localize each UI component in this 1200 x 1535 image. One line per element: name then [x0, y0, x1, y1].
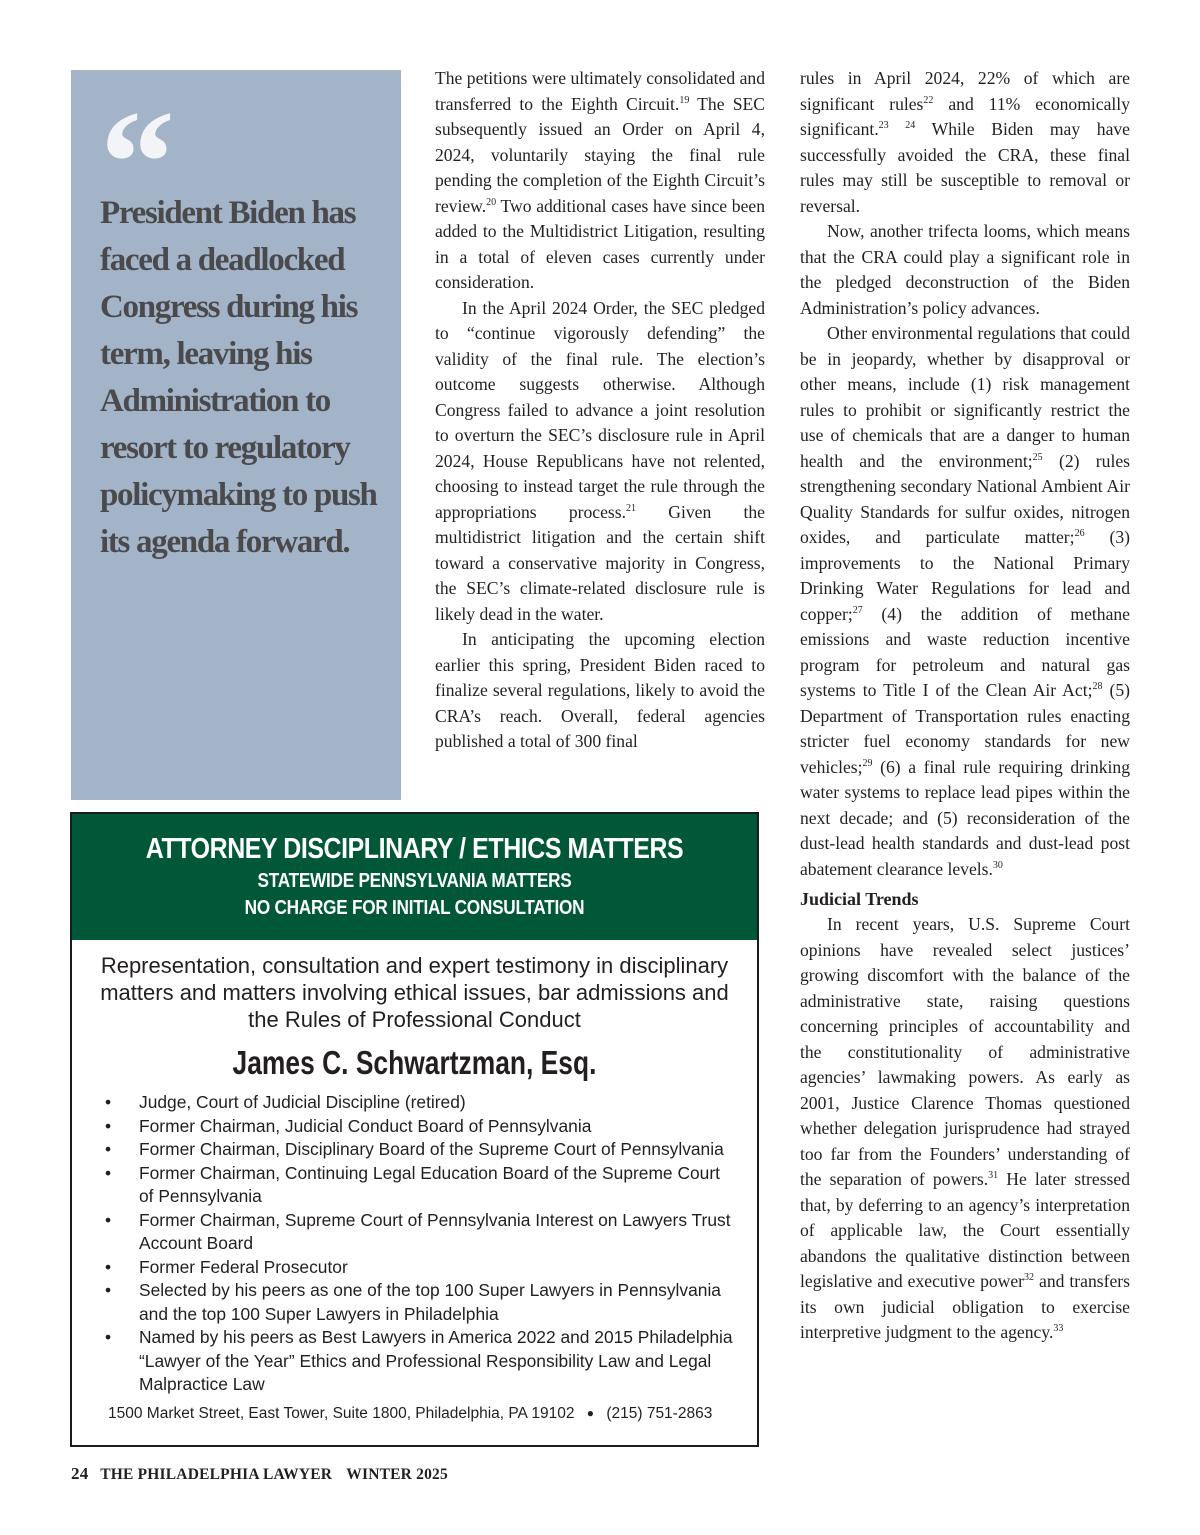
article-column-1 — [435, 66, 765, 755]
footnote-ref: 30 — [992, 859, 1003, 871]
ad-contact — [108, 1405, 712, 1423]
footnote-ref: 20 — [486, 196, 497, 208]
footnote-ref: 27 — [852, 604, 863, 616]
footnote-ref: 26 — [1074, 528, 1085, 539]
paragraph: Other environmental regulations that could be in jeopardy, whether by disapproval or other means, include (1) risk management rules to prohibit or significantly restrict the use of chemicals that are a danger to human health and the environment;$^{25}$ (2) rules strengthening secondary National Ambient Air Quality Standards for sulfur oxides, nitrogen oxides, and particulate matter;$^{26}$ (3) improvements to the National Primary Drinking Water Regulations for lead and copper;$^{27}$ (4) the addition of methane emissions and waste reduction incentive program for petroleum and natural gas systems to Title I of the Clean Air Act;$^{28}$ (5) Department of Transportation rules enacting stricter fuel economy standards for new vehicles;$^{29}$ (6) a final rule requiring drinking water systems to replace lead pipes within the next decade; and (5) reconsideration of the dust-lead health standards and dust-lead post abatement clearance levels.$^{30}$ — [800, 323, 1131, 879]
separator-dot-icon: ● — [586, 1406, 595, 1420]
ad-subtitle: STATEWIDE PENNSYLVANIA MATTERS — [257, 870, 572, 892]
bullet-icon: • — [105, 1280, 112, 1300]
bullet-icon: • — [105, 1327, 112, 1347]
section-heading: Judicial Trends — [800, 889, 919, 909]
advertisement — [70, 812, 759, 1447]
publication-title: THE PHILADELPHIA LAWYER — [100, 1466, 333, 1483]
footnote-ref: 31 — [988, 1170, 999, 1181]
article-column-2 — [800, 66, 1130, 1346]
list-item: • Selected by his peers as one of the top 100 Super Lawyers in Pennsylvania and the top 100 Super Lawyers in Philadelphia — [105, 1280, 721, 1324]
paragraph: In anticipating the upcoming election earlier this spring, President Biden raced to finalize several regulations, likely to avoid the CRA’s reach. Overall, federal agencies published a total of 300 final — [435, 629, 765, 751]
ad-header — [72, 814, 757, 940]
pull-quote — [71, 70, 401, 800]
paragraph: In the April 2024 Order, the SEC pledged to “continue vigorously defending” the validity of the final rule. The election’s outcome suggests otherwise. Although Congress failed to advance a joint resolution to overturn the SEC’s disclosure rule in April 2024, House Republicans have not relented, choosing to instead target the rule through the appropriations process.$^{21}$ Given the multidistrict litigation and the certain shift toward a conservative majority in Congress, the SEC’s climate-related disclosure rule is likely dead in the water. — [435, 297, 765, 624]
list-item: • Former Chairman, Continuing Legal Education Board of the Supreme Court of Pennsylvania — [105, 1162, 720, 1206]
list-item: • Former Chairman, Supreme Court of Pennsylvania Interest on Lawyers Trust Account Board — [105, 1209, 731, 1253]
bullet-icon: • — [105, 1209, 112, 1230]
issue-date: WINTER 2025 — [346, 1466, 448, 1483]
footnote-ref: 29 — [862, 757, 873, 769]
pull-quote-text: President Biden has faced a deadlocked Congress during his term, leaving his Administration to resort to regulatory policymaking to push its agenda forward. — [100, 195, 377, 560]
quote-mark-icon: “ — [100, 80, 167, 246]
phone-number: (215) 751-2863 — [606, 1405, 713, 1422]
list-item: • Former Federal Prosecutor — [139, 1256, 737, 1280]
paragraph: In recent years, U.S. Supreme Court opinions have revealed select justices’ growing discomfort with the balance of the administrative state, raising questions concerning principles of accountability and the constitutionality of administrative agencies’ lawmaking powers. As early as 2001, Justice Clarence Thomas questioned whether delegation jurisprudence had strayed too far from the Founders’ understanding of the separation of powers.$^{31}$ He later stressed that, by deferring to an agency’s interpretation of applicable law, the Court essentially abandons the qualitative distinction between legislative and executive power$^{32}$ and transfers its own judicial obligation to exercise interpretive judgment to the agency.$^{33}$ — [800, 914, 1130, 1342]
footnote-ref: 21 — [626, 502, 637, 514]
list-item: • Former Chairman, Disciplinary Board of the Supreme Court of Pennsylvania — [139, 1138, 737, 1162]
attorney-name: James C. Schwartzman, Esq. — [232, 1044, 597, 1081]
page-number: 24 — [71, 1464, 89, 1483]
footnote-ref: 23 — [878, 120, 889, 131]
footnote-ref: 25 — [1032, 451, 1043, 463]
paragraph: The petitions were ultimately consolidated and transferred to the Eighth Circuit.$^{19}$ The SEC subsequently issued an Order on April 4, 2024, voluntarily staying the final rule pending the completion of the Eighth Circuit’s review.$^{20}$ Two additional cases have since been added to the Multidistrict Litigation, resulting in a total of eleven cases currently under consideration. — [435, 68, 765, 292]
footnote-ref: 22 — [923, 94, 934, 106]
ad-subtitle: NO CHARGE FOR INITIAL CONSULTATION — [244, 897, 585, 919]
footnote-ref: 24 — [905, 120, 916, 131]
address: 1500 Market Street, East Tower, Suite 1800, Philadelphia, PA 19102 — [108, 1405, 575, 1422]
page-footer — [71, 1464, 448, 1484]
footnote-ref: 28 — [1092, 681, 1103, 692]
footnote-ref: 32 — [1024, 1272, 1035, 1283]
list-item: • Judge, Court of Judicial Discipline (retired) — [139, 1091, 737, 1115]
bullet-icon: • — [105, 1162, 112, 1183]
paragraph: rules in April 2024, 22% of which are significant rules$^{22}$ and 11% economically significant.$^{23}$ $^{24}$ While Biden may have successfully avoided the CRA, these final rules may still be susceptible to removal or reversal. — [800, 68, 1130, 216]
list-item: • Named by his peers as Best Lawyers in America 2022 and 2015 Philadelphia “Lawyer of the Year” Ethics and Professional Responsibility Law and Legal Malpractice Law — [105, 1327, 733, 1394]
bullet-icon: • — [105, 1092, 112, 1112]
paragraph: Now, another trifecta looms, which means that the CRA could play a significant role in the pledged deconstruction of the Biden Administration’s policy advances. — [800, 221, 1130, 318]
bullet-icon: • — [105, 1115, 112, 1136]
footnote-ref: 33 — [1053, 1323, 1064, 1334]
ad-description: Representation, consultation and expert testimony in disciplinary matters and matters involving ethical issues, bar admissions and the Rules of Professional Conduct — [100, 953, 729, 1032]
list-item: • Former Chairman, Judicial Conduct Board of Pennsylvania — [139, 1115, 737, 1139]
footnote-ref: 19 — [679, 94, 690, 106]
credentials-list — [72, 1087, 757, 1397]
bullet-icon: • — [105, 1256, 112, 1277]
bullet-icon: • — [105, 1139, 112, 1159]
ad-title: ATTORNEY DISCIPLINARY / ETHICS MATTERS — [145, 833, 684, 865]
